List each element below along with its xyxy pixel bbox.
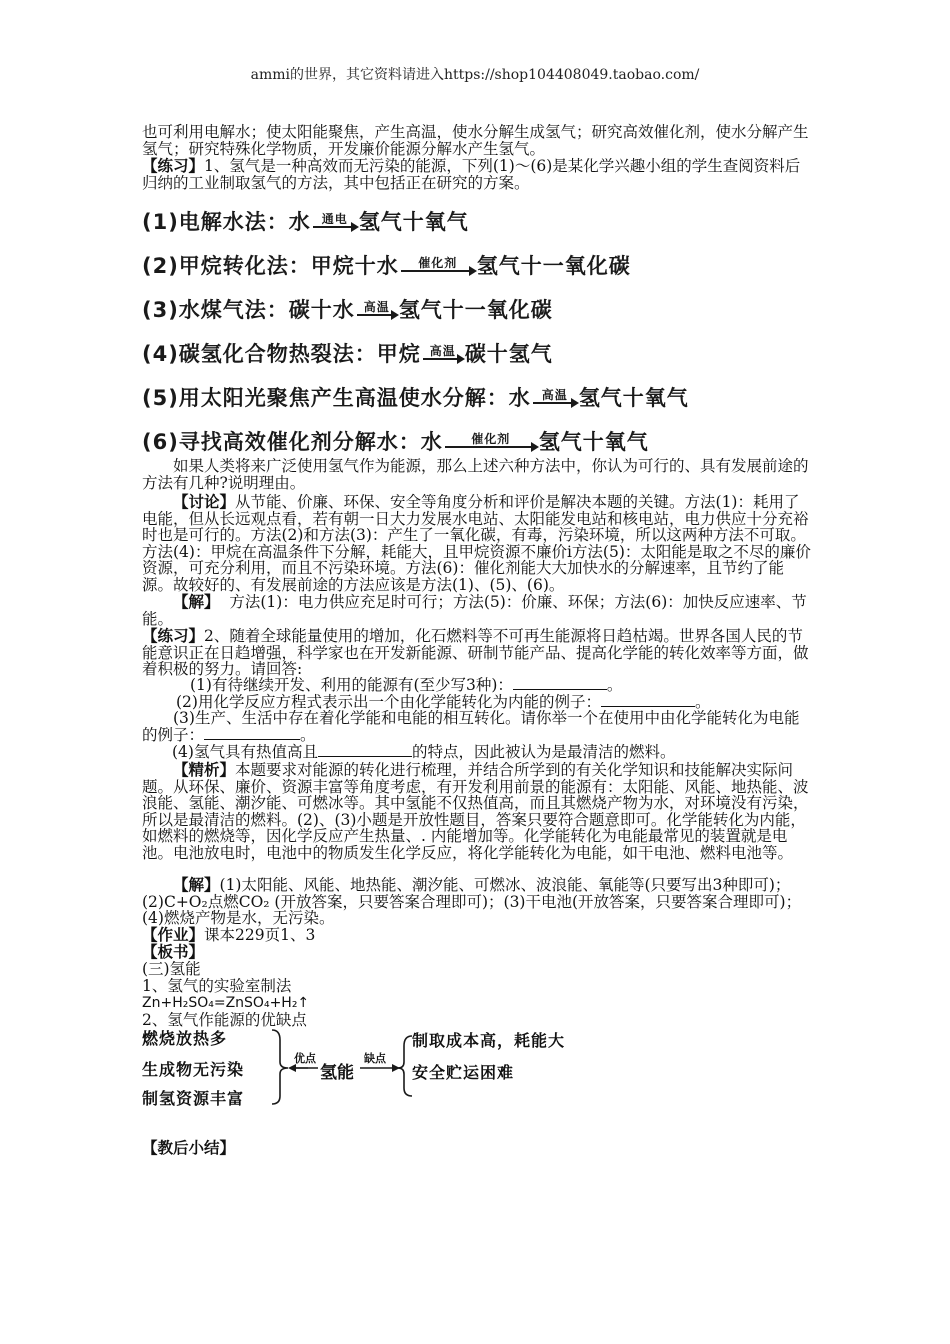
board-item-1: 1、氢气的实验室制法 (142, 977, 292, 995)
method-reactants: (4)碳氢化合物热裂法：甲烷 (142, 342, 421, 366)
intro-paragraph: 也可利用电解水；使太阳能聚焦，产生高温，使水分解生成氢气；研究高效催化剂，使水分解产生氢气；研究特殊化学物质，开发廉价能源分解水产生氢气。 (142, 123, 809, 158)
method-reactants: (5)用太阳光聚焦产生高温使水分解：水 (142, 386, 531, 410)
exercise-text: 1、氢气是一种高效而无污染的能源，下列(1)～(6)是某化学兴趣小组的学生查阅资料后归纳的工业制取氢气的方法，其中包括正在研究的方案。 (142, 157, 801, 192)
cons-label: 缺点 (364, 1052, 386, 1065)
reaction-arrow (313, 213, 357, 236)
method-products: 氢气十氧气 (578, 386, 689, 410)
exercise-tag: 【练习】 (142, 627, 205, 645)
method-line (142, 200, 469, 236)
homework (142, 927, 812, 944)
reaction-arrow (533, 389, 577, 412)
method-reactants: (1)电解水法：水 (142, 210, 311, 234)
answer-blank[interactable] (601, 694, 695, 707)
question-2-text: (2)用化学反应方程式表示出一个由化学能转化为内能的例子： (176, 693, 601, 711)
period: 。 (300, 725, 316, 744)
answer-tag: 【解】 (173, 593, 220, 611)
method-products: 氢气十一氧化碳 (398, 298, 553, 322)
method-reactants: (2)甲烷转化法：甲烷十水 (142, 254, 399, 278)
diagram-connectors (142, 1024, 662, 1110)
discussion-text: 从节能、价廉、环保、安全等角度分析和评价是解决本题的关键。方法(1)：耗用了电能，但从长远观点看，若有朝一日大力发展水电站、太阳能发电站和核电站，电力供应十分充裕时也是可行的。方法(2)和方法(3)：产生了一氧化碳，有毒，污染环境，所以这两种方法不可取。方法(4)：甲烷在高温条件下分解，耗能大，且甲烷资源不廉价i方法(5)：太阳能是取之不尽的廉价资源，可充分利用，而且不污染环境。方法(6)：催化剂能大大加快水的分解速率，且节约了能源。故较好的、有发展前途的方法应该是方法(1)、(5)、(6)。 (142, 493, 811, 594)
homework-text: 课本229页1、3 (204, 926, 316, 944)
question-1 (190, 677, 810, 694)
exercise-1-question: 如果人类将来广泛使用氢气作为能源，那么上述六种方法中，你认为可行的、具有发展前途的方法有几种?说明理由。 (142, 457, 809, 492)
answer-blank[interactable] (204, 727, 300, 740)
board-item-2: 2、氢气作能源的优缺点 (142, 1011, 307, 1029)
answer-tag: 【解】 (173, 876, 220, 894)
answer-1 (142, 594, 812, 627)
answer-text: (1)太阳能、风能、地热能、潮汐能、可燃冰、波浪能、氧能等(只要写出3种即可)；(2)C+O₂点燃CO₂ (开放答案，只要答案合理即可)；(3)干电池(开放答案，只要答案合理即可)；(4)燃烧产物是水，无污染。 (142, 876, 802, 927)
exercise-tag: 【练习】 (142, 157, 205, 175)
method-products: 氢气十一氧化碳 (476, 254, 631, 278)
method-line (142, 288, 553, 324)
period: 。 (606, 676, 623, 694)
con-item: 制取成本高，耗能大 (412, 1031, 566, 1050)
board-equation: Zn+H₂SO₄=ZnSO₄+H₂↑ (142, 995, 310, 1011)
method-products: 氢气十氧气 (538, 430, 649, 454)
exercise-2 (142, 628, 812, 678)
method-line (142, 420, 649, 456)
question-1-text: (1)有待继续开发、利用的能源有(至少写3种)： (190, 676, 513, 694)
pros-cons-diagram (142, 1024, 662, 1110)
pros-label: 优点 (294, 1052, 316, 1065)
answer-2 (142, 877, 812, 927)
question-3-text: (3)生产、生活中存在着化学能和电能的相互转化。请你举一个在使用中由化学能转化为电能的例子： (142, 709, 800, 744)
reaction-arrow (401, 257, 475, 280)
reaction-condition: 高温 (429, 344, 456, 358)
answer-text: 方法(1)：电力供应充足时可行；方法(5)：价廉、环保；方法(6)：加快反应速率、节能。 (142, 593, 807, 628)
pro-item: 生成物无污染 (142, 1060, 245, 1079)
question-4-text: (4)氢气具有热值高且 (172, 743, 318, 761)
reaction-arrow (423, 345, 463, 368)
question-4-text-end: 的特点，因此被认为是最清洁的燃料。 (411, 743, 676, 761)
discussion-tag: 【讨论】 (173, 493, 236, 511)
method-products: 碳十氢气 (464, 342, 553, 366)
board-title: 【板书】 (142, 943, 205, 961)
con-item: 安全贮运困难 (412, 1063, 515, 1082)
analysis-tag: 【精析】 (173, 761, 236, 779)
reaction-condition: 通电 (321, 212, 348, 226)
homework-tag: 【作业】 (142, 926, 205, 944)
analysis-text: 本题要求对能源的转化进行梳理，并结合所学到的有关化学知识和技能解决实际问题。从环保、廉价、资源丰富等角度考虑，有开发利用前景的能源有：太阳能、风能、地热能、波浪能、氢能、潮汐能、可燃冰等。其中氢能不仅热值高，而且其燃烧产物为水，对环境没有污染，所以是最清洁的燃料。(2)、(3)小题是开放性题目，答案只要符合题意即可。化学能转化为内能，如燃料的燃烧等，因化学反应产生热量、. 内能增加等。化学能转化为电能最常见的装置就是电池。电池放电时，电池中的物质发生化学反应，将化学能转化为电能，如干电池、燃料电池等。 (142, 761, 809, 862)
board-section: (三)氢能 (142, 960, 201, 978)
method-line (142, 376, 689, 412)
answer-blank[interactable] (318, 744, 412, 757)
summary-tag: 【教后小结】 (142, 1139, 236, 1157)
method-products: 氢气十氧气 (358, 210, 469, 234)
reaction-condition: 高温 (541, 388, 568, 402)
page-header: ammi的世界，其它资料请进入https://shop104408049.taobao.com/ (250, 67, 700, 83)
exercise-1 (142, 158, 812, 191)
reaction-arrow (445, 433, 537, 456)
diagram-center: 氢能 (320, 1063, 354, 1083)
method-line (142, 332, 553, 368)
board-tag (142, 944, 812, 961)
period: 。 (694, 693, 711, 711)
method-line (142, 244, 631, 280)
reaction-condition: 催化剂 (418, 256, 458, 270)
method-reactants: (3)水煤气法：碳十水 (142, 298, 355, 322)
answer-blank[interactable] (513, 677, 607, 690)
pro-item: 燃烧放热多 (142, 1029, 228, 1048)
question-4 (172, 744, 812, 761)
question-3 (142, 710, 812, 743)
method-reactants: (6)寻找高效催化剂分解水：水 (142, 430, 443, 454)
reaction-condition: 催化剂 (471, 432, 511, 446)
discussion (142, 494, 812, 593)
pro-item: 制氢资源丰富 (142, 1089, 245, 1108)
reaction-condition: 高温 (363, 300, 390, 314)
summary (142, 1140, 812, 1157)
exercise-text: 2、随着全球能量使用的增加，化石燃料等不可再生能源将日趋枯竭。世界各国人民的节能意识正在日趋增强，科学家也在开发新能源、研制节能产品、提高化学能的转化效率等方面，做着积极的努力。请回答: (142, 627, 809, 678)
analysis (142, 762, 812, 861)
reaction-arrow (357, 301, 397, 324)
